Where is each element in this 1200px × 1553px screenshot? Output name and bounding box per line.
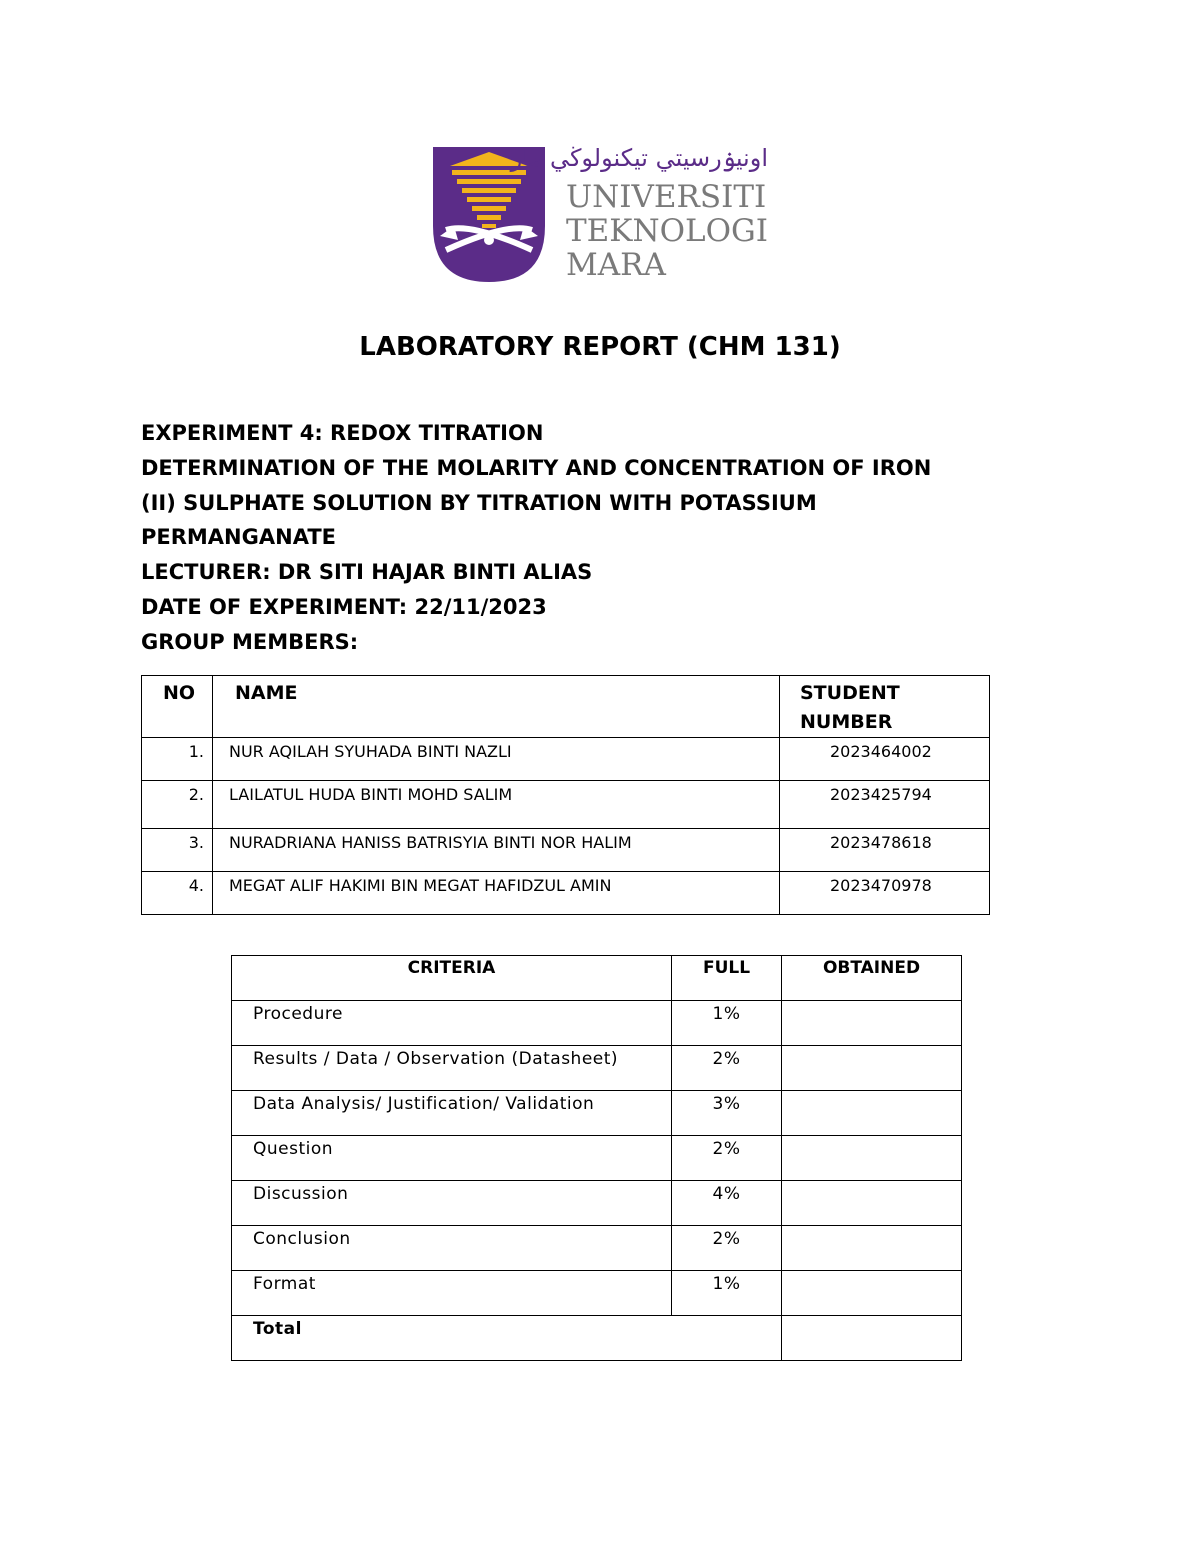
logo-line-mara: MARA [566, 247, 666, 283]
row-no: 1. [142, 738, 213, 781]
row-student-number: 2023464002 [780, 738, 990, 781]
obtained-cell[interactable] [782, 1181, 962, 1226]
obtained-cell[interactable] [782, 1136, 962, 1181]
header-obtained: OBTAINED [782, 956, 962, 1001]
table-row [142, 781, 990, 829]
header-criteria: CRITERIA [232, 956, 672, 1001]
criteria-cell: Results / Data / Observation (Datasheet) [232, 1046, 672, 1091]
experiment-title-line-2: (II) SULPHATE SOLUTION BY TITRATION WITH POTASSIUM [141, 490, 817, 515]
full-mark-cell: 1% [672, 1001, 782, 1046]
table-row [232, 1226, 962, 1271]
experiment-date: DATE OF EXPERIMENT: 22/11/2023 [141, 594, 547, 619]
full-mark-cell: 4% [672, 1181, 782, 1226]
obtained-cell[interactable] [782, 1046, 962, 1091]
table-row [232, 1046, 962, 1091]
row-student-number: 2023478618 [780, 829, 990, 872]
obtained-cell[interactable] [782, 1271, 962, 1316]
university-logo [430, 144, 770, 284]
row-name: MEGAT ALIF HAKIMI BIN MEGAT HAFIDZUL AMIN [213, 872, 780, 915]
experiment-title-line-1: DETERMINATION OF THE MOLARITY AND CONCENTRATION OF IRON [141, 455, 932, 480]
row-student-number: 2023425794 [780, 781, 990, 829]
table-row [142, 872, 990, 915]
report-title: LABORATORY REPORT (CHM 131) [359, 332, 841, 362]
table-row [142, 738, 990, 781]
total-obtained-cell[interactable] [782, 1316, 962, 1361]
experiment-title-line-3: PERMANGANATE [141, 525, 336, 550]
criteria-cell: Discussion [232, 1181, 672, 1226]
row-no: 3. [142, 829, 213, 872]
criteria-cell: Format [232, 1271, 672, 1316]
row-student-number: 2023470978 [780, 872, 990, 915]
total-label: Total [232, 1316, 782, 1361]
total-row [232, 1316, 962, 1361]
criteria-cell: Data Analysis/ Justification/ Validation [232, 1091, 672, 1136]
header-no: NO [142, 676, 213, 738]
obtained-cell[interactable] [782, 1226, 962, 1271]
header-full: FULL [672, 956, 782, 1001]
experiment-info [141, 416, 1021, 660]
jawi-name: اونيۏرسيتي تيكنولوڬي مار [510, 144, 768, 172]
members-table [141, 675, 990, 915]
logo-line-universiti: UNIVERSITI [566, 179, 767, 215]
logo-line-teknologi: TEKNOLOGI [566, 213, 769, 249]
full-mark-cell: 3% [672, 1091, 782, 1136]
full-mark-cell: 2% [672, 1136, 782, 1181]
header-name: NAME [213, 676, 780, 738]
table-row [232, 1181, 962, 1226]
obtained-cell[interactable] [782, 1001, 962, 1046]
group-members-label: GROUP MEMBERS: [141, 629, 359, 654]
table-row [232, 1136, 962, 1181]
lecturer-line: LECTURER: DR SITI HAJAR BINTI ALIAS [141, 560, 593, 585]
full-mark-cell: 1% [672, 1271, 782, 1316]
row-name: NUR AQILAH SYUHADA BINTI NAZLI [213, 738, 780, 781]
criteria-cell: Question [232, 1136, 672, 1181]
criteria-cell: Procedure [232, 1001, 672, 1046]
criteria-cell: Conclusion [232, 1226, 672, 1271]
experiment-heading: EXPERIMENT 4: REDOX TITRATION [141, 421, 544, 445]
row-no: 2. [142, 781, 213, 829]
row-name: NURADRIANA HANISS BATRISYIA BINTI NOR HALIM [213, 829, 780, 872]
full-mark-cell: 2% [672, 1226, 782, 1271]
full-mark-cell: 2% [672, 1046, 782, 1091]
obtained-cell[interactable] [782, 1091, 962, 1136]
rubric-header-row [232, 956, 962, 1001]
row-no: 4. [142, 872, 213, 915]
table-row [232, 1091, 962, 1136]
members-header-row [142, 676, 990, 738]
table-row [232, 1271, 962, 1316]
row-name: LAILATUL HUDA BINTI MOHD SALIM [213, 781, 780, 829]
table-row [232, 1001, 962, 1046]
rubric-table [231, 955, 962, 1361]
header-student-number: STUDENT NUMBER [780, 676, 990, 738]
table-row [142, 829, 990, 872]
